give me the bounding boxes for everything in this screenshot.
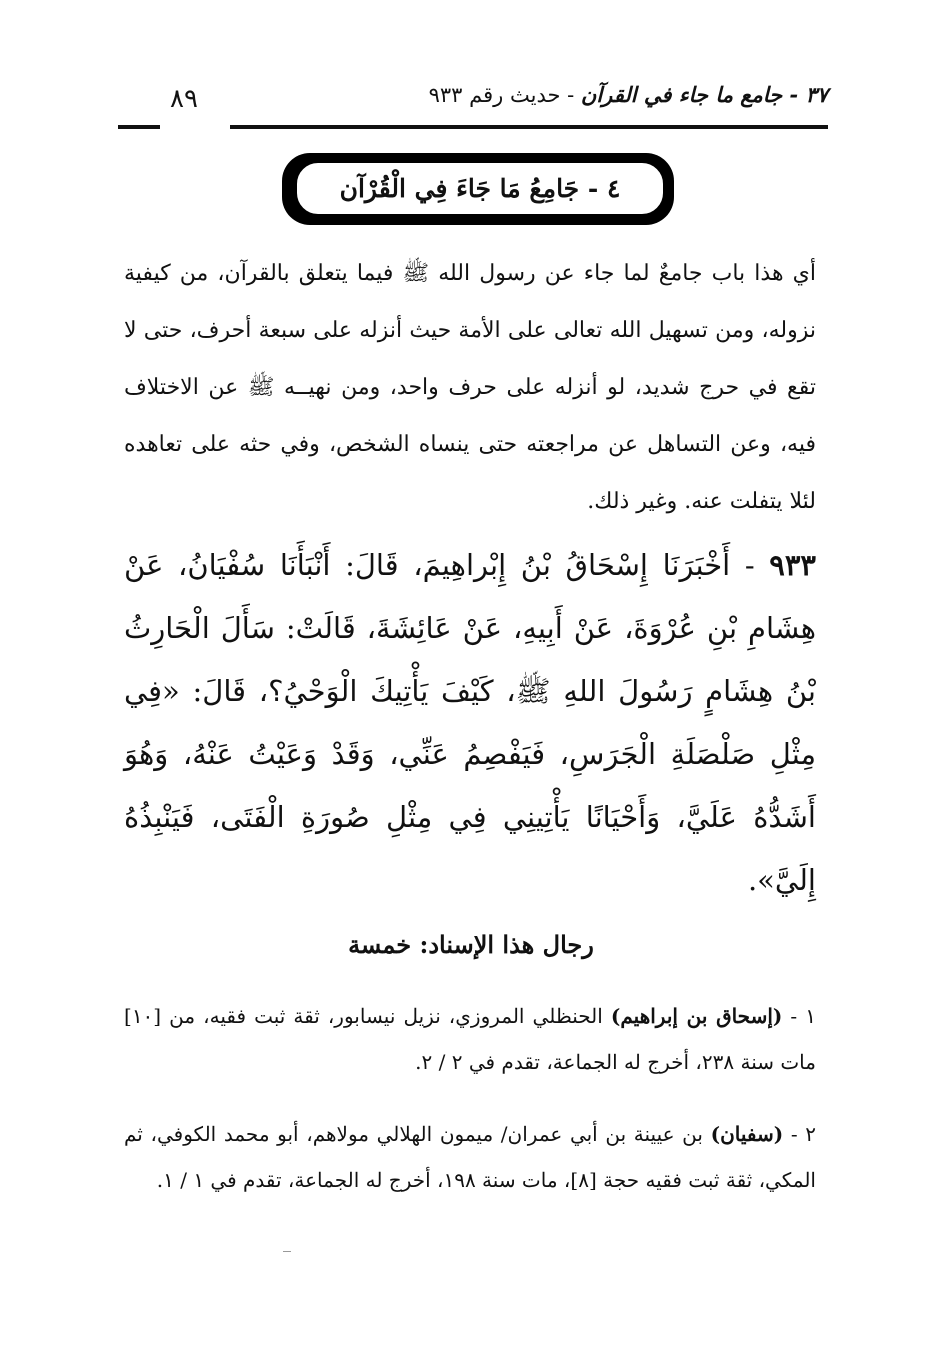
header-chapter-label: ٣٧ - جامع ما جاء في القرآن (580, 82, 828, 107)
hadith-number: ٩٣٣ (769, 548, 816, 582)
header-rule (230, 125, 828, 129)
page-number: ٨٩ (170, 84, 198, 114)
narrator-name: (إسحاق بن إبراهيم) (610, 1004, 783, 1028)
narrator-text: بن عيينة بن أبي عمران/ ميمون الهلالي مولاهم، أبو محمد الكوفي، ثم المكي، ثقة ثبت فقيه حجة [٨]، مات سنة ١٩٨، أخرج له الجماعة، تقدم في ١ / ١. (124, 1122, 816, 1192)
narrator-text: الحنظلي المروزي، نزيل نيسابور، ثقة ثبت فقيه، من [١٠] مات سنة ٢٣٨، أخرج له الجماعة، تقدم في ٢ / ٢. (124, 1004, 816, 1074)
hadith-text: - أَخْبَرَنَا إِسْحَاقُ بْنُ إِبْراهِيمَ، قَالَ: أَنْبَأَنَا سُفْيَانُ، عَنْ هِشَامِ بْنِ عُرْوَةَ، عَنْ أَبِيهِ، عَنْ عَائِشَةَ، قَالَتْ: سَأَلَ الْحَارِثُ بْنُ هِشَامٍ رَسُولَ اللهِ ﷺ، كَيْفَ يَأْتِيكَ الْوَحْيُ؟، قَالَ: «فِي مِثْلِ صَلْصَلَةِ الْجَرَسِ، فَيَفْصِمُ عَنِّي، وَقَدْ وَعَيْتُ عَنْهُ، وَهُوَ أَشَدُّهُ عَلَيَّ، وَأَحْيَانًا يَأْتِينِي فِي مِثْلِ صُورَةِ الْفَتَى، فَيَنْبِذُهُ إِلَيَّ». (124, 548, 816, 897)
header-hadith-ref: - حديث رقم ٩٣٣ (428, 83, 581, 107)
section-heading: رجال هذا الإسناد: خمسة (348, 930, 594, 959)
chapter-title-box (294, 160, 666, 217)
hadith-paragraph (124, 534, 816, 912)
header-title (429, 82, 828, 107)
narrator-prefix: ٢ - (783, 1122, 817, 1146)
chapter-title: ٤ - جَامِعُ مَا جَاءَ فِي الْقُرْآن (339, 174, 621, 203)
narrator-prefix: ١ - (782, 1004, 816, 1028)
running-header (118, 82, 828, 126)
scan-speck (283, 1251, 291, 1252)
narrator-name: (سفيان) (710, 1122, 784, 1146)
page-number-rule (118, 125, 160, 129)
intro-paragraph: أي هذا باب جامعٌ لما جاء عن رسول الله ﷺ فيما يتعلق بالقرآن، من كيفية نزوله، ومن تسهيل الله تعالى على الأمة حيث أنزله على سبعة أحرف، حتى لا تقع في حرج شديد، لو أنزله على حرف واحد، ومن نهيــه ﷺ عن الاختلاف فيه، وعن التساهل عن مراجعته حتى ينساه الشخص، وفي حثه على تعاهده لئلا يتفلت عنه. وغير ذلك. (124, 261, 816, 514)
narrator-entry (124, 1111, 816, 1203)
narrator-entry (124, 993, 816, 1085)
